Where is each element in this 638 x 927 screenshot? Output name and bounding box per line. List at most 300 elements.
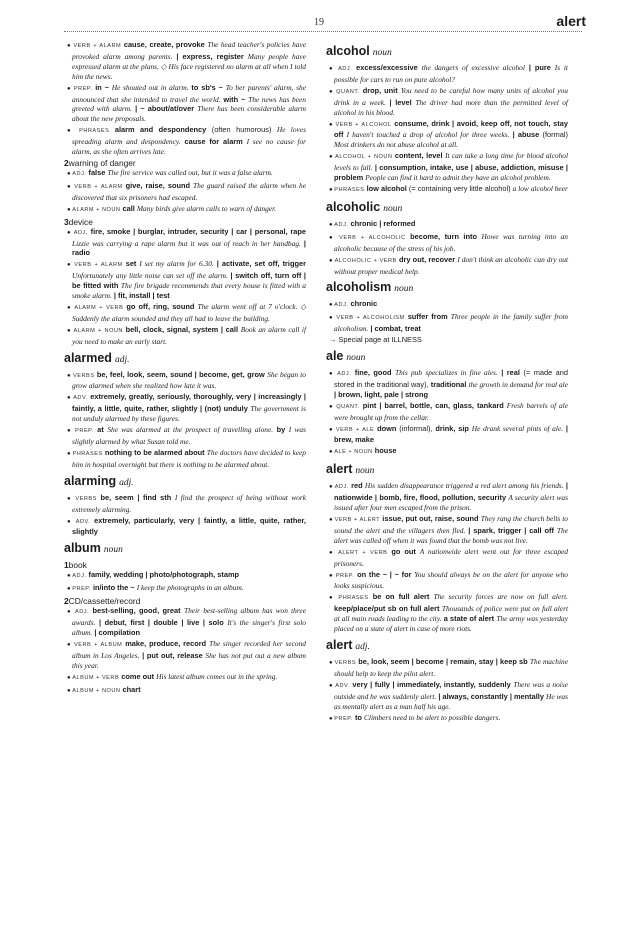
segment-ex: His sudden disappearance triggered a red alert among his friends. xyxy=(364,481,564,491)
segment-b: be, seem | find sth xyxy=(100,492,172,502)
part-of-speech: adj. xyxy=(355,641,370,652)
segment-b: go out xyxy=(391,546,416,556)
collocation-line xyxy=(326,219,568,231)
entry-headword xyxy=(64,541,306,558)
bullet-icon: ● xyxy=(329,257,335,264)
segment-b: cause, create, provoke xyxy=(123,40,205,49)
segment-ex: I see no cause for alarm, as she often arrives late. xyxy=(72,137,307,157)
segment-ex: The fire service was called out, but it was a false alarm. xyxy=(107,167,273,177)
dictionary-entry xyxy=(326,349,568,458)
bullet-icon: ● xyxy=(329,549,339,556)
segment-b: | debut, first | double | live | solo xyxy=(98,618,224,628)
segment-ex: He drank several pints of ale. xyxy=(471,423,564,433)
entry-headword xyxy=(326,638,568,655)
sense-label: book xyxy=(68,560,87,571)
segment-lab: ALERT + VERB xyxy=(338,549,388,556)
segment-b: bell, clock, signal, system | call xyxy=(125,324,239,334)
bullet-icon: ● xyxy=(67,518,76,525)
bullet-icon: ● xyxy=(67,495,76,502)
collocation-line xyxy=(326,446,568,458)
dictionary-entry xyxy=(64,541,306,696)
collocation-line xyxy=(64,493,306,515)
segment-b: cause for alarm xyxy=(184,137,243,147)
segment-ex: There was a noise outside and he was suddenly alert. xyxy=(334,679,568,701)
entry-headword xyxy=(64,351,306,368)
segment-lab: VERB + ALERT xyxy=(334,517,381,523)
segment-p: (= made and stored in the traditional way), xyxy=(334,368,568,389)
segment-b: make, produce, record xyxy=(125,638,207,648)
segment-b: on the ~ | ~ for xyxy=(357,569,412,579)
segment-ex: Fresh barrels of ale were brought up from the cellar. xyxy=(334,400,569,422)
segment-lab: VERBS xyxy=(334,659,357,666)
segment-lab: VERB + ALCOHOL xyxy=(335,121,392,128)
segment-ex: The alert was called off when it was found that the bomb was not live. xyxy=(334,525,569,545)
segment-ex: Many people have expressed alarm at the plans. ◇ His face registered no alarm at all when I told him the news. xyxy=(72,51,306,81)
segment-b: | fit, install | test xyxy=(113,291,170,301)
segment-ex: The driver had more than the permitted level of alcohol in his blood. xyxy=(334,97,568,117)
collocation-line xyxy=(64,40,306,82)
collocation-line xyxy=(326,312,568,334)
segment-b: to sb's ~ xyxy=(191,82,223,92)
segment-b: red xyxy=(351,481,363,491)
collocation-line xyxy=(64,685,306,697)
segment-b: to xyxy=(354,712,362,722)
segment-b: drop, unit xyxy=(362,85,398,95)
segment-ex: I keep the photographs in an album. xyxy=(136,583,244,593)
segment-b: | express, register xyxy=(176,51,244,61)
segment-b: content, level xyxy=(394,151,443,161)
segment-lab: ADJ. xyxy=(334,302,349,309)
segment-b: become, turn into xyxy=(410,231,477,241)
collocation-line xyxy=(64,181,306,203)
segment-b: keep/place/put sb on full alert xyxy=(334,604,440,614)
segment-b: pint | barrel, bottle, can, glass, tankard xyxy=(362,400,504,410)
segment-lab: ADJ. xyxy=(73,229,88,236)
bullet-icon: ● xyxy=(329,66,339,72)
dictionary-entry xyxy=(326,200,568,277)
bullet-icon: ● xyxy=(329,595,339,602)
bullet-icon: ● xyxy=(329,403,337,410)
collocation-line xyxy=(64,83,306,125)
bullet-icon: ● xyxy=(67,85,74,92)
segment-p: (informal), xyxy=(399,423,433,433)
segment-lab: VERB + ALCOHOLISM xyxy=(336,315,405,322)
segment-p: → Special page at ILLNESS xyxy=(329,335,422,345)
collocation-line xyxy=(326,255,568,277)
segment-ex: The security forces are now on full alert. xyxy=(433,592,568,602)
dictionary-entry xyxy=(64,40,306,347)
entry-headword xyxy=(64,474,306,491)
dictionary-entry xyxy=(64,351,306,470)
headword-text: alert xyxy=(326,637,353,652)
segment-lab: ALARM + NOUN xyxy=(73,327,123,334)
segment-ex: His latest album comes out in the spring. xyxy=(156,671,278,681)
collocation-line xyxy=(326,119,568,151)
dictionary-entry xyxy=(326,638,568,724)
collocation-line xyxy=(326,86,568,118)
segment-ex: Lizzie was carrying a rape alarm but it was out of reach in her handbag. xyxy=(72,238,301,248)
segment-ex: People can find it hard to admit they have an alcohol problem. xyxy=(365,173,551,183)
segment-ex: the dangers of excessive alcohol xyxy=(421,63,525,72)
collocation-line xyxy=(326,299,568,311)
segment-b: with ~ xyxy=(223,94,246,104)
bullet-icon: ● xyxy=(329,484,335,491)
segment-ex: I don't think an alcoholic can dry out without proper medical help. xyxy=(334,254,569,276)
collocation-line xyxy=(326,481,568,513)
segment-b: | compilation xyxy=(94,627,140,637)
segment-b: by xyxy=(276,425,286,435)
segment-lab: ALBUM + VERB xyxy=(72,674,120,681)
segment-b: | always, constantly | mentally xyxy=(438,691,544,701)
segment-ex: I was slightly alarmed by what Susan told me. xyxy=(72,425,306,446)
bullet-icon: ● xyxy=(67,687,73,694)
segment-lab: ADJ. xyxy=(72,170,87,177)
headword-text: alert xyxy=(326,462,353,477)
segment-b: issue, put out, raise, sound xyxy=(382,514,479,523)
segment-b: | consumption, intake, use | abuse, addiction, misuse | problem xyxy=(334,163,568,183)
segment-ex: The doctors have decided to keep him in hospital overnight but there is nothing to be alarmed about. xyxy=(72,447,306,469)
part-of-speech: noun xyxy=(383,203,403,214)
collocation-line xyxy=(326,680,568,712)
part-of-speech: noun xyxy=(394,284,414,295)
segment-b: extremely, particularly, very | faintly, a little, quite, rather, slightly xyxy=(72,515,306,537)
bullet-icon: ● xyxy=(67,586,73,593)
headword-text: alcoholism xyxy=(326,280,392,295)
collocation-line xyxy=(326,657,568,679)
segment-b: be, look, seem | become | remain, stay | keep sb xyxy=(358,656,528,666)
segment-p: (formal) xyxy=(542,130,568,140)
collocation-line xyxy=(326,232,568,254)
segment-b: | put out, release xyxy=(142,650,203,660)
segment-b: fire, smoke | burglar, intruder, security | car | personal, rape xyxy=(90,226,306,236)
dictionary-entry xyxy=(326,280,568,345)
segment-lab: VERBS xyxy=(72,372,95,379)
segment-ex: I find the prospect of being without work extremely alarming. xyxy=(72,492,307,514)
entry-headword xyxy=(326,280,568,297)
collocation-line xyxy=(64,125,306,157)
collocation-line xyxy=(326,151,568,183)
bullet-icon: ● xyxy=(329,517,335,523)
segment-lab: ADV. xyxy=(73,395,88,402)
segment-lab: ADJ. xyxy=(72,573,87,580)
part-of-speech: adj. xyxy=(114,354,130,365)
bullet-icon: ● xyxy=(67,128,80,135)
bullet-icon: ● xyxy=(67,206,73,213)
collocation-line xyxy=(64,259,306,301)
segment-b: in ~ xyxy=(95,82,109,92)
segment-lab: VERBS xyxy=(75,495,97,502)
segment-b: | switch off, turn off | be fitted with xyxy=(72,271,306,291)
segment-b: | ~ about/at/over xyxy=(135,104,195,114)
entry-headword xyxy=(326,200,568,217)
segment-b: go off, ring, sound xyxy=(126,301,195,311)
segment-ex: You need to be careful how many units of alcohol you drink in a week. xyxy=(334,85,568,107)
collocation-line xyxy=(64,302,306,324)
segment-lab: VERB + ALE xyxy=(335,426,375,433)
collocation-line xyxy=(64,448,306,470)
segment-b: consume, drink | avoid, keep off, not touch, stay off xyxy=(334,118,568,140)
part-of-speech: noun xyxy=(346,353,366,364)
collocation-line xyxy=(64,325,306,347)
segment-b: nothing to be alarmed about xyxy=(104,447,205,457)
segment-ex: The machine should help to keep the pilot alert. xyxy=(334,656,569,678)
collocation-line xyxy=(326,592,568,634)
part-of-speech: noun xyxy=(103,545,123,556)
segment-b: house xyxy=(374,446,397,456)
segment-lab: PHRASES xyxy=(79,128,110,135)
bullet-icon: ● xyxy=(329,572,336,579)
collocation-line xyxy=(326,184,568,196)
segment-lab: ALCOHOL + NOUN xyxy=(335,154,393,161)
bullet-icon: ● xyxy=(329,315,337,322)
segment-lab: ADV. xyxy=(335,682,350,689)
collocation-line xyxy=(326,570,568,592)
segment-lab: ALCOHOLIC + VERB xyxy=(334,257,397,264)
segment-b: | spark, trigger | call off xyxy=(468,525,554,535)
segment-b: | radio xyxy=(72,238,306,258)
bullet-icon: ● xyxy=(329,302,335,309)
segment-lab: ADJ. xyxy=(334,221,349,228)
collocation-line xyxy=(326,547,568,569)
bullet-icon: ● xyxy=(67,641,74,648)
segment-lab: PREP. xyxy=(334,715,353,722)
segment-ex: A nationwide alert went out for three escaped prisoners. xyxy=(334,546,568,568)
segment-b: chronic xyxy=(350,299,378,309)
segment-b: fine, good xyxy=(354,368,392,378)
bullet-icon: ● xyxy=(67,43,74,49)
bullet-icon: ● xyxy=(67,170,73,177)
segment-ex: Many birds give alarm calls to warn of danger. xyxy=(136,203,276,213)
bullet-icon: ● xyxy=(329,88,337,95)
segment-b: | real xyxy=(501,368,520,378)
bullet-icon: ● xyxy=(329,659,335,666)
right-column xyxy=(326,40,568,726)
header-rule xyxy=(64,31,582,32)
segment-lab: VERB + ALARM xyxy=(74,262,123,269)
segment-lab: PREP. xyxy=(73,85,93,92)
sense-number: 3 xyxy=(64,216,69,227)
segment-ex: Most drinkers do not abuse alcohol at all. xyxy=(334,140,458,150)
part-of-speech: adj. xyxy=(119,477,134,488)
collocation-line xyxy=(326,424,568,446)
sense-heading xyxy=(64,560,306,570)
segment-ex: Three people in the family suffer from alcoholism. xyxy=(334,312,569,334)
segment-ex: She has not put out a new album this year. xyxy=(72,650,307,670)
bullet-icon: ● xyxy=(329,426,336,433)
bullet-icon: ● xyxy=(67,304,75,311)
bullet-icon: ● xyxy=(67,609,75,616)
bullet-icon: ● xyxy=(67,450,73,457)
segment-ex: The guard raised the alarm when he discovered that six prisoners had escaped. xyxy=(72,180,306,202)
collocation-line xyxy=(64,204,306,216)
bullet-icon: ● xyxy=(329,186,335,193)
sense-number: 2 xyxy=(64,596,69,607)
segment-b: best-selling, good, great xyxy=(92,606,181,616)
headword-text: alarming xyxy=(64,473,117,488)
segment-lab: QUANT. xyxy=(336,88,360,95)
collocation-line xyxy=(64,672,306,684)
segment-ex: This pub specializes in fine ales. xyxy=(394,368,498,378)
collocation-line xyxy=(326,713,568,725)
segment-ex: She began to grow alarmed when she realized how late it was. xyxy=(72,369,306,391)
collocation-line xyxy=(326,514,568,546)
segment-ex: Howe was turning into an alcoholic because of the stress of his job. xyxy=(334,231,568,253)
collocation-line xyxy=(326,368,568,400)
segment-lab: ADJ. xyxy=(337,371,352,378)
bullet-icon: ● xyxy=(67,262,75,269)
bullet-icon: ● xyxy=(329,121,336,128)
segment-ex: There has been considerable alarm about the new proposals. xyxy=(72,104,306,124)
segment-lab: ALARM + VERB xyxy=(74,304,124,311)
segment-p: (often humorous) xyxy=(211,125,272,135)
segment-ex: They rang the church bells to sound the alert and the villagers then fled. xyxy=(334,514,568,535)
segment-ex: Thousands of police were put on full alert at all main roads leading to the city. xyxy=(334,604,569,624)
collocation-line xyxy=(64,168,306,180)
bullet-icon: ● xyxy=(329,154,336,161)
segment-ex: a low alcohol beer xyxy=(512,183,568,193)
collocation-line xyxy=(64,516,306,538)
segment-lab: ADV. xyxy=(75,518,91,525)
bullet-icon: ● xyxy=(67,183,75,190)
segment-b: chronic | reformed xyxy=(350,218,416,228)
segment-lab: ALBUM + NOUN xyxy=(72,687,121,694)
bullet-icon: ● xyxy=(67,428,76,435)
segment-ex: It can take a long time for blood alcohol levels to fall. xyxy=(334,151,569,173)
sense-label: device xyxy=(68,216,93,227)
segment-ex: It's the singer's first solo album. xyxy=(72,618,306,637)
collocation-line xyxy=(326,335,568,345)
segment-ex: The government is not unduly alarmed by these figures. xyxy=(72,404,306,424)
segment-b: | pure xyxy=(528,63,551,72)
segment-lab: PREP. xyxy=(75,428,94,435)
segment-ex: Unfortunately any little noise can set off the alarm. xyxy=(72,271,228,281)
sense-number: 2 xyxy=(64,157,69,168)
part-of-speech: noun xyxy=(372,48,392,58)
segment-b: very | fully | immediately, instantly, suddenly xyxy=(352,679,511,689)
segment-ex: Their best-selling album has won three awards. xyxy=(72,606,306,628)
segment-b: chart xyxy=(122,684,141,694)
segment-ex: The alarm went off at 7 o'clock. ◇ Suddenly the alarm sounded and they all had to leave the building. xyxy=(72,301,306,323)
entry-headword xyxy=(326,462,568,479)
segment-b: excess/excessive xyxy=(356,63,418,72)
segment-b: family, wedding | photo/photograph, stamp xyxy=(88,570,240,580)
collocation-line xyxy=(64,425,306,447)
page-number: 19 xyxy=(314,17,324,28)
segment-b: come out xyxy=(121,671,155,681)
sense-heading xyxy=(64,158,306,168)
headword-text: album xyxy=(64,541,101,556)
dictionary-entry xyxy=(326,462,568,634)
segment-b: false xyxy=(88,167,106,177)
sense-number: 1 xyxy=(64,560,69,571)
segment-b: give, raise, sound xyxy=(125,180,190,190)
segment-b: be on full alert xyxy=(372,592,430,602)
segment-b: alarm and despondency xyxy=(114,125,207,135)
collocation-line xyxy=(64,392,306,424)
segment-b: drink, sip xyxy=(435,423,469,433)
sense-heading xyxy=(64,596,306,606)
entry-headword xyxy=(326,349,568,366)
headword-text: alarmed xyxy=(64,350,112,365)
collocation-line xyxy=(64,639,306,671)
segment-lab: VERB + ALARM xyxy=(73,43,122,49)
segment-ex: She was alarmed at the prospect of travelling alone. xyxy=(107,425,274,435)
segment-ex: He was as mentally alert as a man half his age. xyxy=(334,691,568,711)
running-head: alert xyxy=(556,13,586,29)
segment-b: be, feel, look, seem, sound | become, get, grow xyxy=(96,369,265,379)
bullet-icon: ● xyxy=(67,372,73,379)
dictionary-entry xyxy=(326,44,568,196)
segment-b: | brown, light, pale | strong xyxy=(334,389,429,399)
collocation-line xyxy=(64,583,306,595)
dictionary-entry xyxy=(64,474,306,538)
headword-text: alcohol xyxy=(326,44,370,58)
segment-b: call xyxy=(122,203,135,213)
headword-text: ale xyxy=(326,349,344,364)
bullet-icon: ● xyxy=(67,573,73,580)
segment-b: | level xyxy=(389,97,412,107)
segment-lab: VERB + ALCOHOLIC xyxy=(339,234,406,241)
bullet-icon: ● xyxy=(67,674,73,681)
segment-lab: VERB + ALARM xyxy=(74,183,123,190)
segment-ex: A security alert was issued after four men escaped from the prison. xyxy=(334,493,568,513)
sense-label: warning of danger xyxy=(68,157,136,168)
segment-ex: Book an alarm call if you need to make an early start. xyxy=(72,324,307,346)
segment-ex: I set my alarm for 6.30. xyxy=(139,259,214,269)
bullet-icon: ● xyxy=(67,395,74,402)
bullet-icon: ● xyxy=(329,449,335,456)
segment-ex: You should always be on the alert for anyone who looks suspicious. xyxy=(334,569,568,591)
segment-lab: ALE + NOUN xyxy=(334,449,373,456)
segment-ex: The army was yesterday placed on a state of alert in case of more riots. xyxy=(334,614,568,634)
segment-b: dry out, recover xyxy=(398,254,456,264)
segment-lab: ADJ. xyxy=(74,609,90,616)
segment-ex: the growth in demand for real ale xyxy=(468,379,568,389)
segment-lab: PREP. xyxy=(335,572,355,579)
segment-b: in/into the ~ xyxy=(92,583,135,593)
segment-ex: Is it possible for cars to run on pure alcohol? xyxy=(334,63,568,84)
segment-b: | activate, set off, trigger xyxy=(216,259,307,269)
segment-b: set xyxy=(125,259,137,269)
bullet-icon: ● xyxy=(329,371,338,378)
headword-text: alcoholic xyxy=(326,199,381,214)
segment-b: traditional xyxy=(430,379,467,389)
segment-lab: PHRASES xyxy=(334,186,365,193)
segment-lab: PREP. xyxy=(72,586,91,593)
segment-ex: I haven't touched a drop of alcohol for three weeks. xyxy=(346,130,510,140)
segment-ex: He shouted out in alarm. xyxy=(111,82,189,92)
segment-b: at xyxy=(97,425,104,435)
segment-b: down xyxy=(377,423,397,433)
segment-lab: VERB + ALBUM xyxy=(74,641,123,648)
segment-ex: To her parents' alarm, she announced that she intended to travel the world. xyxy=(72,82,306,104)
collocation-line xyxy=(64,570,306,582)
segment-b: extremely, greatly, seriously, thoroughly, very | increasingly | faintly, a little, quite, rather, slightly | (not) unduly xyxy=(72,392,306,414)
bullet-icon: ● xyxy=(329,234,340,241)
segment-b: low alcohol xyxy=(366,183,407,193)
segment-p: (= containing very little alcohol) xyxy=(408,183,511,193)
segment-ex: Climbers need to be alert to possible dangers. xyxy=(363,712,501,722)
segment-ex: The fire brigade recommends that every house is fitted with a smoke alarm. xyxy=(72,281,307,301)
segment-lab: ALARM + NOUN xyxy=(72,206,121,213)
bullet-icon: ● xyxy=(329,715,335,722)
bullet-icon: ● xyxy=(67,327,74,334)
segment-ex: He loves spreading alarm and despondency. xyxy=(72,125,306,147)
segment-ex: The news has been greeted with alarm. xyxy=(72,94,306,114)
collocation-line xyxy=(326,401,568,423)
segment-b: | abuse xyxy=(512,130,540,140)
collocation-line xyxy=(64,606,306,638)
